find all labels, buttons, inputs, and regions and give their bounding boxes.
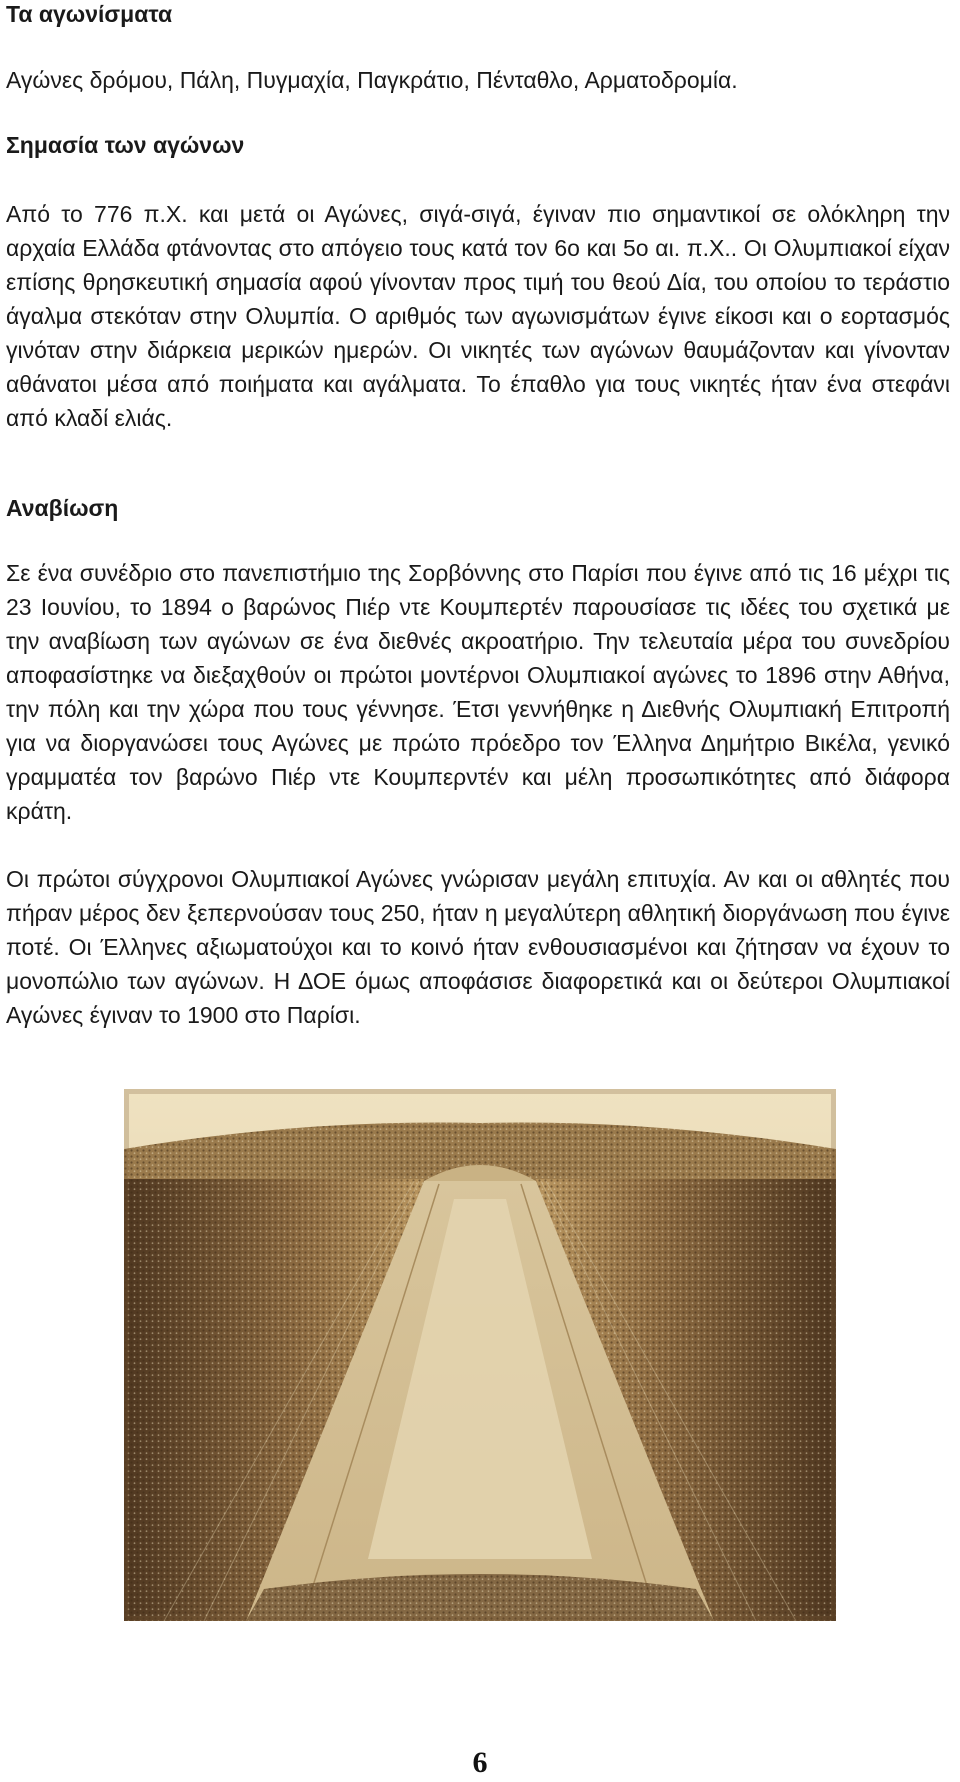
stadium-photo-illustration — [124, 1089, 836, 1621]
section-title-importance: Σημασία των αγώνων — [6, 132, 245, 158]
importance-paragraph: Από το 776 π.Χ. και μετά οι Αγώνες, σιγά-σιγά, έγιναν πιο σημαντικοί σε ολόκληρη την αρχαία Ελλάδα φτάνοντας στο απόγειο τους κατά τον 6ο και 5ο αι. π.Χ.. Οι Ολυμπιακοί είχαν επίσης θρησκευτική σημασία αφού γίνονταν προς τιμή του θεού Δία, του οποίου το τεράστιο άγαλμα στεκόταν στην Ολυμπία. Ο αριθμός των αγωνισμάτων έγινε είκοσι και ο εορτασμός γινόταν στην διάρκεια μερικών ημερών. Οι νικητές των αγώνων θαυμάζονταν και γίνονταν αθάνατοι μέσα από ποιήματα και αγάλματα. Το έπαθλο για τους νικητές ήταν ένα στεφάνι από κλαδί ελιάς. — [6, 201, 950, 431]
stadium-photo — [124, 1089, 836, 1621]
section-title-events: Τα αγωνίσματα — [6, 1, 173, 27]
revival-paragraph-1: Σε ένα συνέδριο στο πανεπιστήμιο της Σορβόννης στο Παρίσι που έγινε από τις 16 μέχρι τις 23 Ιουνίου, το 1894 ο βαρώνος Πιέρ ντε Κουμπερτέν παρουσίασε τις ιδέες του σχετικά με την αναβίωση των αγώνων σε ένα διεθνές ακροατήριο. Την τελευταία μέρα του συνεδρίου αποφασίστηκε να διεξαχθούν οι πρώτοι μοντέρνοι Ολυμπιακοί αγώνες το 1896 στην Αθήνα, την πόλη και την χώρα που τους γέννησε. Έτσι γεννήθηκε η Διεθνής Ολυμπιακή Επιτροπή για να διοργανώσει τους Αγώνες με πρώτο πρόεδρο τον Έλληνα Δημήτριο Βικέλα, γενικό γραμματέα τον βαρώνο Πιέρ ντε Κουμπερντέν και μέλη προσωπικότητες από διάφορα κράτη. — [6, 560, 950, 824]
events-paragraph: Αγώνες δρόμου, Πάλη, Πυγμαχία, Παγκράτιο, Πένταθλο, Αρματοδρομία. — [6, 67, 738, 93]
page-number: 6 — [472, 1746, 488, 1779]
revival-paragraph-2: Οι πρώτοι σύγχρονοι Ολυμπιακοί Αγώνες γνώρισαν μεγάλη επιτυχία. Αν και οι αθλητές που πήραν μέρος δεν ξεπερνούσαν τους 250, ήταν η μεγαλύτερη αθλητική διοργάνωση που έγινε ποτέ. Οι Έλληνες αξιωματούχοι και το κοινό ήταν ενθουσιασμένοι και ζήτησαν να έχουν το μονοπώλιο των αγώνων. Η ΔΟΕ όμως αποφάσισε διαφορετικά και οι δεύτεροι Ολυμπιακοί Αγώνες έγιναν το 1900 στο Παρίσι. — [6, 866, 950, 1028]
section-title-revival: Αναβίωση — [6, 495, 119, 521]
